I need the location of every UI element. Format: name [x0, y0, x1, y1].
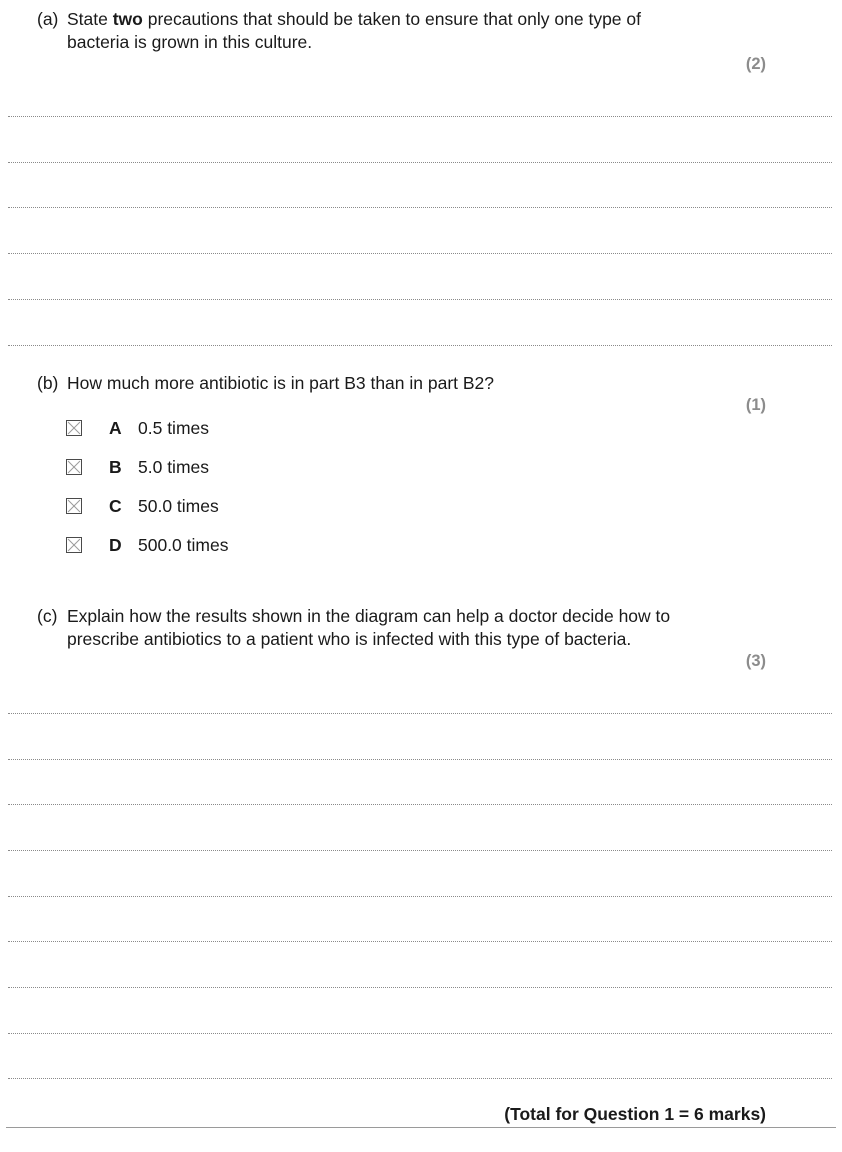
answer-line-c-8[interactable]: [8, 1033, 832, 1034]
question-a: [37, 8, 641, 54]
option-a[interactable]: [66, 417, 209, 439]
question-a-text-start: State: [67, 9, 113, 29]
answer-line-c-3[interactable]: [8, 804, 832, 805]
answer-line-a-5[interactable]: [8, 299, 832, 300]
question-c-text-line2: prescribe antibiotics to a patient who is infected with this type of bacteria.: [67, 629, 632, 649]
option-d-letter: D: [109, 534, 122, 555]
answer-line-c-9[interactable]: [8, 1078, 832, 1079]
option-b[interactable]: [66, 456, 209, 478]
answer-line-a-6[interactable]: [8, 345, 832, 346]
option-a-text: 0.5 times: [138, 417, 209, 438]
checkbox-c[interactable]: [66, 498, 82, 514]
question-a-text-line2: bacteria is grown in this culture.: [67, 32, 313, 52]
question-a-label: (a): [37, 9, 59, 29]
answer-line-c-7[interactable]: [8, 987, 832, 988]
answer-line-c-5[interactable]: [8, 896, 832, 897]
question-b-text: How much more antibiotic is in part B3 than in part B2?: [67, 373, 495, 393]
question-c-marks: (3): [745, 652, 766, 670]
option-d-text: 500.0 times: [138, 534, 229, 555]
checkbox-d[interactable]: [66, 537, 82, 553]
option-a-letter: A: [109, 417, 122, 438]
question-c-label: (c): [37, 606, 58, 626]
option-c[interactable]: [66, 495, 219, 517]
cross-icon: [67, 421, 81, 435]
option-c-text: 50.0 times: [138, 495, 219, 516]
cross-icon: [67, 538, 81, 552]
checkbox-b[interactable]: [66, 459, 82, 475]
cross-icon: [67, 499, 81, 513]
question-b: [37, 372, 494, 395]
option-b-letter: B: [109, 456, 122, 477]
answer-line-a-3[interactable]: [8, 207, 832, 208]
answer-line-a-4[interactable]: [8, 253, 832, 254]
cross-icon: [67, 460, 81, 474]
answer-line-c-4[interactable]: [8, 850, 832, 851]
bottom-divider: [6, 1127, 836, 1128]
question-b-marks: (1): [745, 396, 766, 414]
option-c-letter: C: [109, 495, 122, 516]
question-b-label: (b): [37, 373, 59, 393]
answer-line-c-2[interactable]: [8, 759, 832, 760]
question-c-text-line1: Explain how the results shown in the diagram can help a doctor decide how to: [67, 606, 671, 626]
answer-line-a-1[interactable]: [8, 116, 832, 117]
answer-line-c-6[interactable]: [8, 941, 832, 942]
answer-line-a-2[interactable]: [8, 162, 832, 163]
question-a-text-end: precautions that should be taken to ensure that only one type of: [142, 9, 641, 29]
question-c: [37, 605, 670, 651]
option-b-text: 5.0 times: [138, 456, 209, 477]
question-a-marks: (2): [745, 55, 766, 73]
question-total: (Total for Question 1 = 6 marks): [504, 1104, 766, 1124]
question-a-emphasis: two: [112, 9, 143, 29]
answer-line-c-1[interactable]: [8, 713, 832, 714]
checkbox-a[interactable]: [66, 420, 82, 436]
option-d[interactable]: [66, 534, 228, 556]
